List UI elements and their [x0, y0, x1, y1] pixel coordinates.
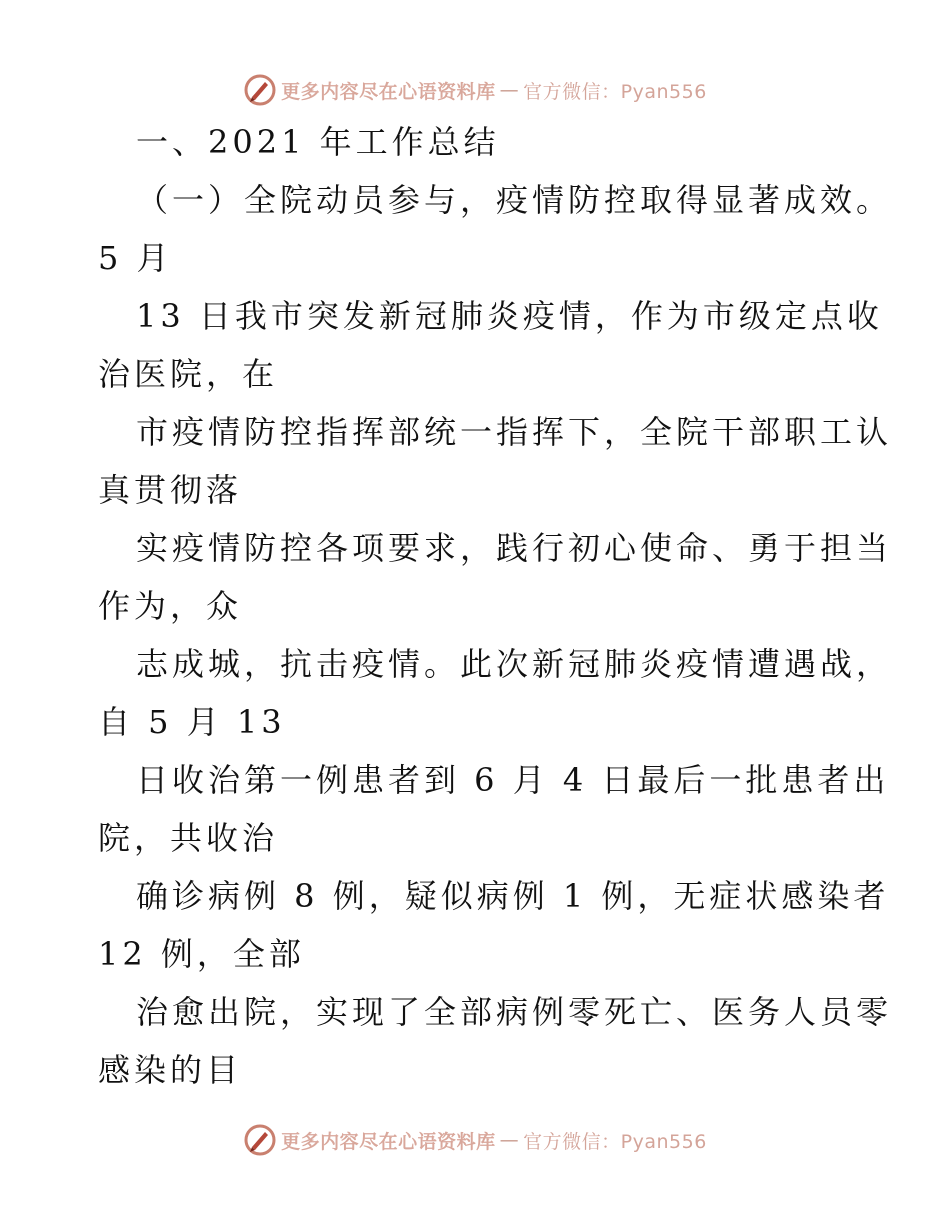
- section-heading: 一、2021 年工作总结: [136, 123, 500, 161]
- brand-logo-icon: [243, 73, 277, 107]
- paragraph-line: 日收治第一例患者到 6 月 4 日最后一批患者出: [136, 761, 890, 799]
- paragraph-line: 感染的目: [98, 1051, 243, 1089]
- paragraph-line: 自 5 月 13: [98, 703, 286, 741]
- paragraph-line: 实疫情防控各项要求，践行初心使命、勇于担当: [136, 529, 893, 567]
- paragraph-line: 志成城，抗击疫情。此次新冠肺炎疫情遭遇战，: [136, 645, 893, 683]
- watermark-separator: —: [499, 1129, 520, 1151]
- watermark-brand-text: 更多内容尽在心语资料库: [281, 1130, 496, 1153]
- paragraph-line: 院，共收治: [98, 819, 279, 857]
- paragraph-line: 5 月: [98, 239, 173, 277]
- header-watermark: [0, 70, 950, 110]
- brand-logo-icon: [243, 1123, 277, 1157]
- watermark-separator: —: [499, 79, 520, 101]
- paragraph-line: 13 日我市突发新冠肺炎疫情，作为市级定点收: [136, 297, 883, 335]
- paragraph-line: 真贯彻落: [98, 471, 243, 509]
- watermark-wechat-text: 官方微信：Pyan556: [523, 1130, 707, 1153]
- watermark-wechat-text: 官方微信：Pyan556: [523, 80, 707, 103]
- paragraph-line: 治愈出院，实现了全部病例零死亡、医务人员零: [136, 993, 893, 1031]
- paragraph-line: 12 例，全部: [98, 935, 305, 973]
- watermark-brand-text: 更多内容尽在心语资料库: [281, 80, 496, 103]
- paragraph-line: 治医院，在: [98, 355, 279, 393]
- paragraph-line: 作为，众: [98, 587, 243, 625]
- paragraph-line: 市疫情防控指挥部统一指挥下，全院干部职工认: [136, 413, 893, 451]
- paragraph-line: 确诊病例 8 例，疑似病例 1 例，无症状感染者: [136, 877, 890, 915]
- footer-watermark: [0, 1120, 950, 1160]
- subsection-heading: （一）全院动员参与，疫情防控取得显著成效。: [136, 181, 893, 219]
